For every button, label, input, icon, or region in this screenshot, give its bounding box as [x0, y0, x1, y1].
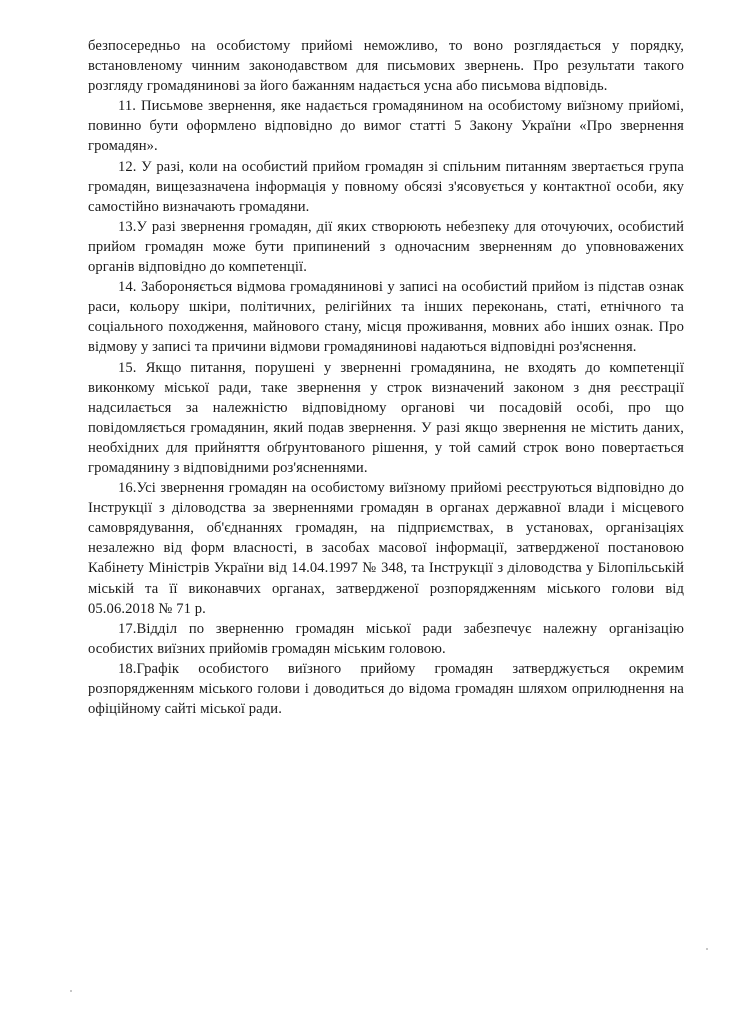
paragraph-12: 12. У разі, коли на особистий прийом громадян зі спільним питанням звертається група громадян, вищезазначена інформація у повному обсязі з'ясовується у контактної особи, яку самостійно визначають громадяни.: [88, 158, 684, 215]
scan-speck: [70, 990, 72, 992]
paragraph-15: 15. Якщо питання, порушені у зверненні громадянина, не входять до компетенції виконкому міської ради, таке звернення у строк визначений законом з дня реєстрації надсилається за належністю відповідному органові чи посадовій особі, про що повідомляється громадянин, який подав звернення. У разі якщо звернення не містить даних, необхідних для прийняття обґрунтованого рішення, у той самий строк воно повертається громадянину з відповідними роз'ясненнями.: [88, 359, 684, 476]
paragraph-17: 17.Відділ по зверненню громадян міської ради забезпечує належну організацію особистих виїзних прийомів громадян міським головою.: [88, 620, 684, 657]
paragraph-18: 18.Графік особистого виїзного прийому громадян затверджується окремим розпорядженням міського голови і доводиться до відома громадян шляхом оприлюднення на офіційному сайті міської ради.: [88, 660, 684, 718]
paragraph-continuation: безпосередньо на особистому прийомі неможливо, то воно розглядається у порядку, встановленому чинним законодавством для письмових звернень. Про результати такого розгляду громадянинові за його бажанням надається усна або письмова відповідь.: [88, 38, 684, 95]
paragraph-13: 13.У разі звернення громадян, дії яких створюють небезпеку для оточуючих, особистий прийом громадян може бути припинений з одночасним зверненням до уповноважених органів відповідно до компетенції.: [88, 218, 684, 276]
scan-speck: [706, 948, 708, 950]
paragraph-16: 16.Усі звернення громадян на особистому виїзному прийомі реєструються відповідно до Інструкції з діловодства за зверненнями громадян в органах державної влади і місцевого самоврядування, об'єднаннях громадян, на підприємствах, в установах, організаціях незалежно від форм власності, в засобах масової інформації, затвердженої постановою Кабінету Міністрів України від 14.04.1997 № 348, та Інструкції з діловодства у Білопільській міській та її виконавчих органах, затвердженої розпорядженням міського голови від 05.06.2018 № 71 р.: [88, 480, 684, 617]
paragraph-14: 14. Забороняється відмова громадянинові у записі на особистий прийом із підстав ознак раси, кольору шкіри, політичних, релігійних та інших переконань, статі, етнічного та соціального походження, майнового стану, місця проживання, мовних або інших ознак. Про відмову у записі та причини відмови громадянинові надаються відповідні роз'яснення.: [88, 279, 684, 356]
document-body: [88, 36, 684, 719]
paragraph-11: 11. Письмове звернення, яке надається громадянином на особистому виїзному прийомі, повинно бути оформлено відповідно до вимог статті 5 Закону України «Про звернення громадян».: [88, 98, 684, 155]
